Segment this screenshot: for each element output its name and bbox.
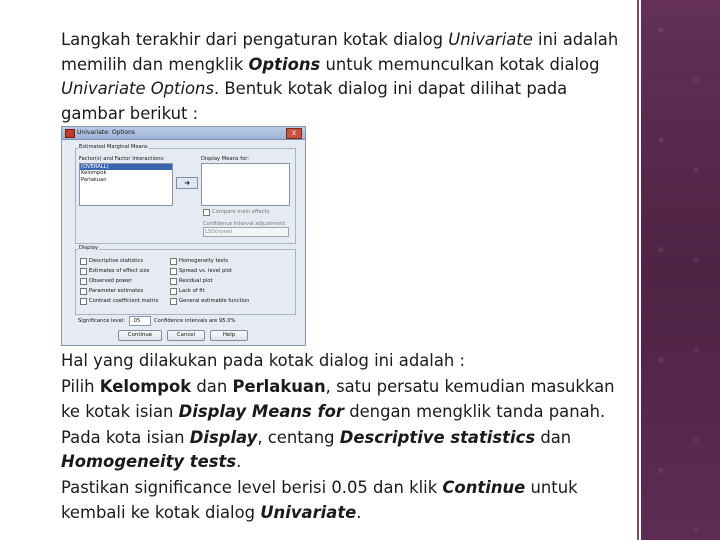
check-label: General estimable function — [179, 298, 250, 304]
display-group-label: Display — [79, 245, 99, 251]
step-1: Pilih Kelompok dan Perlakuan, satu persatu kemudian masukkan ke kotak isian Display Means for dengan mengklik tanda panah. — [61, 377, 615, 421]
step-3: Pastikan significance level berisi 0.05 dan klik Continue untuk kembali ke kotak dialog Univariate. — [61, 478, 578, 522]
factors-label: Factor(s) and Factor Interactions: — [79, 156, 165, 162]
check-label: Contrast coefficient matrix — [89, 298, 159, 304]
residual-plot-checkbox[interactable] — [170, 278, 177, 285]
cancel-button[interactable]: Cancel — [167, 330, 205, 341]
ci-adjust-select[interactable] — [203, 227, 289, 237]
univariate-options-dialog-screenshot — [61, 126, 306, 346]
steps-list — [61, 349, 631, 527]
lack-of-fit-checkbox[interactable] — [170, 288, 177, 295]
homogeneity-tests-checkbox[interactable] — [170, 258, 177, 265]
step-intro: Hal yang dilakukan pada kotak dialog ini adalah : — [61, 351, 465, 370]
emm-group-label: Estimated Marginal Means — [79, 144, 148, 150]
ci-adjust-value: LSD(none) — [205, 229, 233, 235]
factors-list[interactable] — [79, 163, 173, 206]
dialog-title: Univariate: Options — [77, 129, 136, 136]
list-item[interactable]: Perlakuan — [81, 176, 107, 183]
intro-paragraph: Langkah terakhir dari pengaturan kotak dialog Univariate ini adalah memilih dan mengklik Options untuk memunculkan kotak dialog Univariate Options. Bentuk kotak dialog ini dapat dilihat pada gambar berikut : — [61, 30, 619, 123]
close-icon[interactable]: X — [286, 128, 302, 139]
contrast-matrix-checkbox[interactable] — [80, 298, 87, 305]
significance-level-label: Significance level: — [78, 318, 126, 324]
general-estimable-checkbox[interactable] — [170, 298, 177, 305]
check-label: Residual plot — [179, 278, 213, 284]
check-label: Spread vs. level plot — [179, 268, 232, 274]
check-label: Descriptive statistics — [89, 258, 144, 264]
side-divider-line — [637, 0, 639, 540]
significance-level-input[interactable] — [129, 316, 151, 326]
parameter-estimates-checkbox[interactable] — [80, 288, 87, 295]
check-label: Estimates of effect size — [89, 268, 150, 274]
check-label: Parameter estimates — [89, 288, 144, 294]
compare-main-effects-label: Compare main effects — [212, 209, 270, 215]
list-item[interactable]: Kelompok — [81, 170, 107, 177]
check-label: Observed power — [89, 278, 132, 284]
observed-power-checkbox[interactable] — [80, 278, 87, 285]
compare-main-effects-checkbox[interactable] — [203, 209, 210, 216]
list-item[interactable]: (OVERALL) — [80, 164, 172, 170]
ci-note: Confidence intervals are 95.0% — [154, 318, 236, 324]
move-right-arrow-button[interactable]: ➜ — [176, 177, 198, 189]
spss-app-icon — [65, 129, 75, 138]
step-2: Pada kota isian Display, centang Descriptive statistics dan Homogeneity tests. — [61, 427, 572, 471]
help-button[interactable]: Help — [210, 330, 248, 341]
check-label: Homogeneity tests — [179, 258, 229, 264]
spread-level-plot-checkbox[interactable] — [170, 268, 177, 275]
effect-size-checkbox[interactable] — [80, 268, 87, 275]
decorative-side-band — [641, 0, 720, 540]
descriptive-statistics-checkbox[interactable] — [80, 258, 87, 265]
display-means-label: Display Means for: — [201, 156, 250, 162]
dialog-titlebar — [62, 127, 305, 140]
continue-button[interactable]: Continue — [118, 330, 162, 341]
ci-adjust-label: Confidence interval adjustment: — [203, 221, 287, 227]
display-means-list[interactable] — [201, 163, 290, 206]
check-label: Lack of fit — [179, 288, 205, 294]
significance-level-value: .05 — [132, 318, 141, 324]
